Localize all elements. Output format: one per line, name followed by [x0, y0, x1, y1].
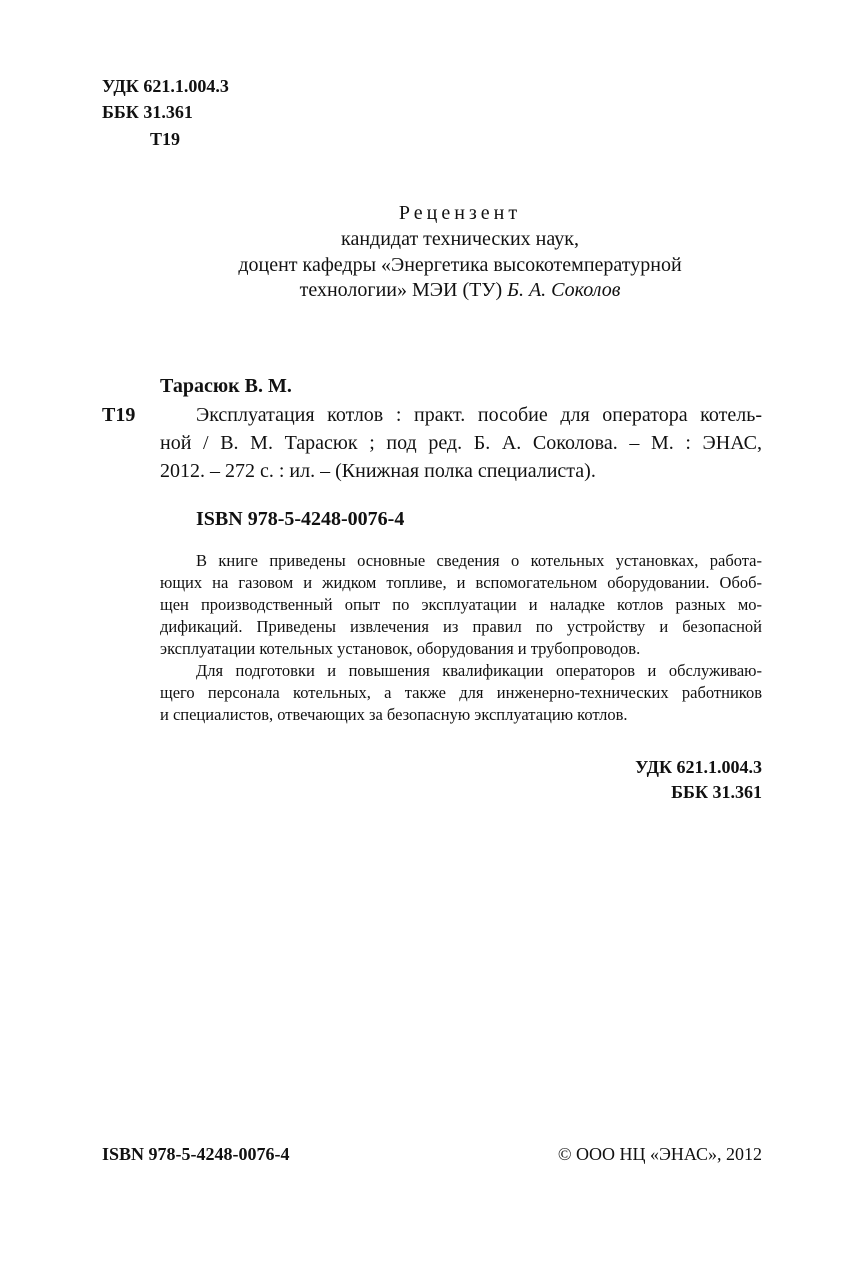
bbk-code-top: ББК 31.361	[102, 102, 193, 122]
reviewer-line-1: кандидат технических наук,	[341, 228, 579, 250]
udk-code-bottom: УДК 621.1.004.3	[635, 757, 762, 777]
author-mark-top: Т19	[150, 129, 181, 149]
reviewer-line-3	[160, 277, 760, 303]
annotation-line-2: ющих на газовом и жидком топливе, и вспомогательном оборудовании. Обоб-	[160, 573, 762, 592]
udk-code-top: УДК 621.1.004.3	[102, 76, 229, 96]
annotation-line-3: щен производственный опыт по эксплуатации и наладке котлов разных мо-	[160, 595, 762, 614]
reviewer-line-2: доцент кафедры «Энергетика высокотемпературной	[238, 254, 682, 276]
bib-line-3: 2012. – 272 с. : ил. – (Книжная полка специалиста).	[160, 460, 596, 482]
footer-copyright: © ООО НЦ «ЭНАС», 2012	[557, 1144, 762, 1164]
reviewer-name: Б. А. Соколов	[507, 279, 621, 301]
bbk-code-bottom: ББК 31.361	[671, 782, 762, 802]
footer-isbn: ISBN 978-5-4248-0076-4	[102, 1144, 290, 1164]
bib-author-heading: Тарасюк В. М.	[160, 375, 292, 397]
annotation-line-7: щего персонала котельных, а также для инженерно-технических работников	[160, 683, 762, 702]
bib-line-1: Эксплуатация котлов : практ. пособие для оператора котель-	[196, 404, 762, 426]
annotation-line-6: Для подготовки и повышения квалификации операторов и обслуживаю-	[196, 661, 762, 680]
bib-author-mark: Т19	[102, 404, 136, 426]
annotation-line-4: дификаций. Приведены извлечения из правил по устройству и безопасной	[160, 617, 762, 636]
reviewer-affiliation: технологии» МЭИ (ТУ)	[299, 279, 503, 301]
bib-line-2: ной / В. М. Тарасюк ; под ред. Б. А. Соколова. – М. : ЭНАС,	[160, 432, 762, 454]
bib-isbn: ISBN 978-5-4248-0076-4	[196, 508, 405, 530]
annotation-line-1: В книге приведены основные сведения о котельных установках, работа-	[196, 551, 762, 570]
annotation-line-5: эксплуатации котельных установок, оборудования и трубопроводов.	[160, 639, 641, 658]
annotation-line-8: и специалистов, отвечающих за безопасную эксплуатацию котлов.	[160, 705, 628, 724]
reviewer-heading: Рецензент	[398, 202, 522, 224]
